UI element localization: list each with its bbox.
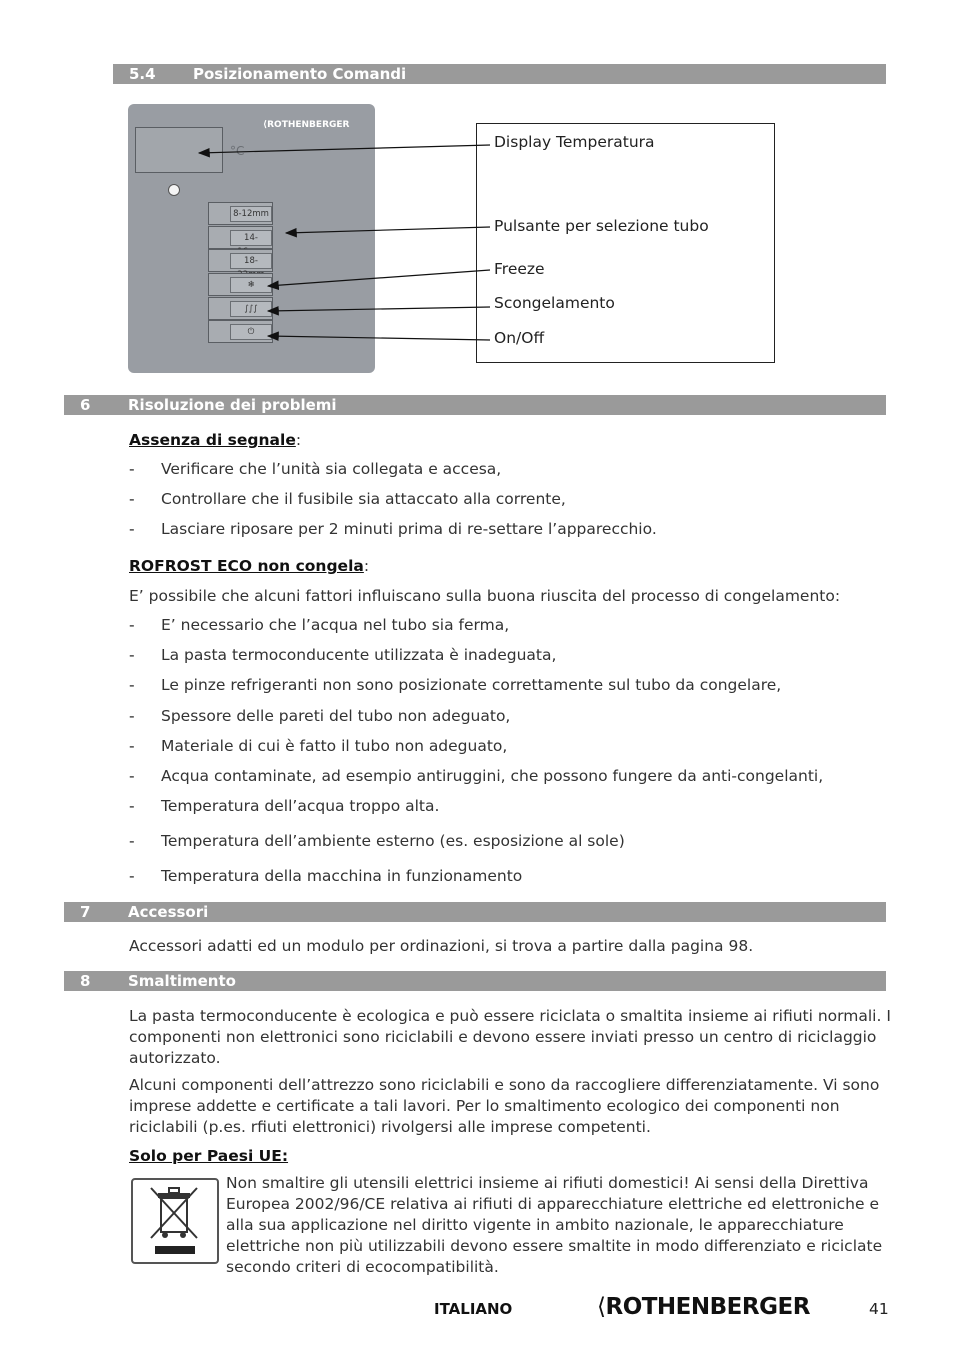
pipe-button-18-22[interactable]: 18- xyxy=(208,249,273,272)
pipe-button-14-16[interactable]: 14- xyxy=(208,226,273,249)
disposal-para-1: La pasta termoconducente è ecologica e può essere riciclata o smaltita insieme ai rifiuti normali. I componenti non elettronici sono riciclabili e devono essere inviati presso un centro di riciclaggio autorizzato. xyxy=(129,1007,891,1067)
power-icon: ⏻ xyxy=(230,324,272,340)
callout-thaw: Scongelamento xyxy=(494,294,615,312)
list-item: Materiale di cui è fatto il tubo non adeguato, xyxy=(161,737,508,755)
list-item: Temperatura della macchina in funzionamento xyxy=(161,867,523,885)
arrow-pipe xyxy=(286,227,490,233)
heading-not-freezing: ROFROST ECO non congela: xyxy=(129,557,370,575)
list-item: Temperatura dell’acqua troppo alta. xyxy=(161,797,440,815)
page-number: 41 xyxy=(869,1300,889,1318)
celsius-label: °C xyxy=(230,144,245,158)
arrow-display xyxy=(199,145,490,153)
section-number: 5.4 xyxy=(129,65,156,83)
arrow-thaw xyxy=(268,307,490,311)
section-7-header: 7 Accessori xyxy=(64,902,886,922)
list-item: Le pinze refrigeranti non sono posizionate correttamente sul tubo da congelare, xyxy=(161,676,782,694)
accessories-text: Accessori adatti ed un modulo per ordinazioni, si trova a partire dalla pagina 98. xyxy=(129,937,754,955)
callout-display: Display Temperatura xyxy=(494,133,655,151)
list-item: Temperatura dell’ambiente esterno (es. esposizione al sole) xyxy=(161,832,625,850)
list-item: Lasciare riposare per 2 minuti prima di re-settare l’apparecchio. xyxy=(161,520,657,538)
footer-language: ITALIANO xyxy=(434,1300,513,1318)
section-8-header: 8 Smaltimento xyxy=(64,971,886,991)
panel-brand: ⟨ROTHENBERGER xyxy=(263,120,350,130)
list-item: Verificare che l’unità sia collegata e accesa, xyxy=(161,460,502,478)
eu-text: Non smaltire gli utensili elettrici insieme ai rifiuti domestici! Ai sensi della Direttiva Europea 2002/96/CE relativa ai rifiuti di apparecchiature elettriche ed elettroniche e alla sua applicazione nel diritto vigente in ambito nazionale, le apparecchiature elettriche non più utilizzabili devono essere smaltite in modo differenziato e riciclate secondo criteri di ecocompatibilità. xyxy=(226,1174,883,1276)
heading-no-signal: Assenza di segnale: xyxy=(129,431,302,449)
callout-arrows xyxy=(0,0,954,400)
eu-heading: Solo per Paesi UE: xyxy=(129,1147,289,1165)
snowflake-icon: ❄ xyxy=(230,277,272,293)
disposal-para-2: Alcuni componenti dell’attrezzo sono riciclabili e sono da raccogliere differenziatamente. Vi sono imprese addette e certificate a tali lavori. Per lo smaltimento ecologico dei componenti non riciclabili (p.es. rfiuti elettronici) rivolgersi alle imprese competenti. xyxy=(129,1076,880,1136)
pipe-button-8-12[interactable]: 8-12mm xyxy=(208,202,273,225)
section-6-header: 6 Risoluzione dei problemi xyxy=(64,395,886,415)
list-item: Controllare che il fusibile sia attaccato alla corrente, xyxy=(161,490,566,508)
arrow-onoff xyxy=(268,336,490,340)
callout-pipe-select: Pulsante per selezione tubo xyxy=(494,217,709,235)
list-item: La pasta termoconducente utilizzata è inadeguata, xyxy=(161,646,557,664)
list-item: Spessore delle pareti del tubo non adeguato, xyxy=(161,707,511,725)
list-item: Acqua contaminate, ad esempio antiruggini, che possono fungere da anti-congelanti, xyxy=(161,767,824,785)
list-item: E’ necessario che l’acqua nel tubo sia ferma, xyxy=(161,616,510,634)
weee-bin-icon xyxy=(131,1178,219,1264)
heat-wave-icon: ∫∫∫ xyxy=(230,301,272,317)
callout-onoff: On/Off xyxy=(494,329,545,347)
brand-hook-icon: ⟨ xyxy=(597,1294,606,1320)
callout-freeze: Freeze xyxy=(494,260,545,278)
arrow-freeze xyxy=(268,270,490,286)
brand-hook-icon: ⟨ xyxy=(263,120,268,130)
intro-text: E’ possibile che alcuni fattori influiscano sulla buona riuscita del processo di congelamento: xyxy=(129,587,841,605)
footer-brand: ⟨ROTHENBERGER xyxy=(597,1294,810,1320)
section-title: Posizionamento Comandi xyxy=(193,65,407,83)
